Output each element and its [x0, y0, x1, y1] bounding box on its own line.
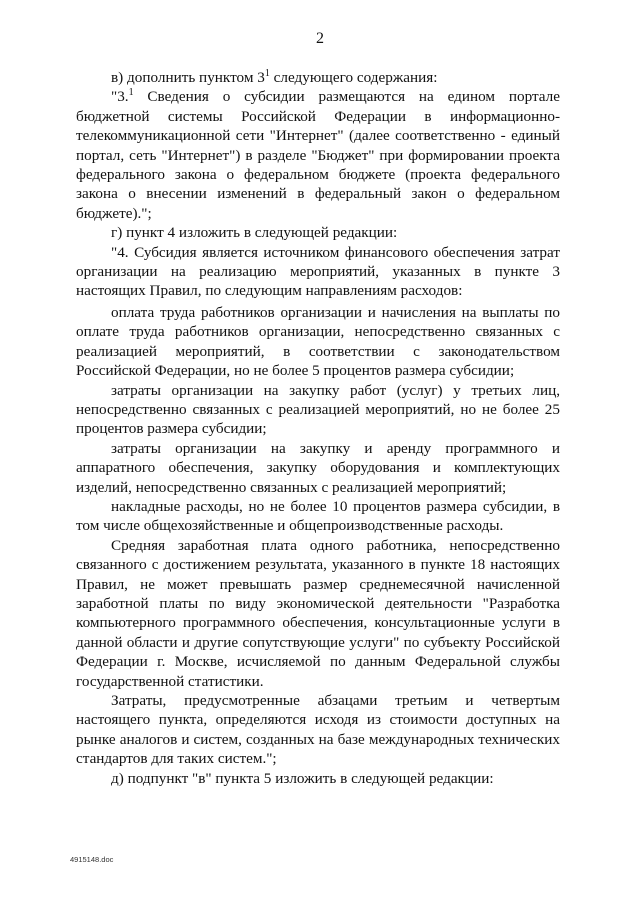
paragraph-4: "4. Субсидия является источником финансового обеспечения затрат организации на реализацию мероприятий, указанных в пункте 3 настоящих Правил, по следующим направлениям расходов:	[76, 243, 560, 300]
page-number: 2	[316, 30, 324, 47]
paragraph-v-superscript: 1	[264, 67, 270, 79]
list-item-overhead: накладные расходы, но не более 10 процентов размера субсидии, в том числе общехозяйственные и общепроизводственные расходы.	[76, 497, 560, 535]
paragraph-average-salary: Средняя заработная плата одного работника, непосредственно связанного с достижением результата, указанного в пункте 18 настоящих Правил, не может превышать размер среднемесячной начисленной заработной платы по виду экономической деятельности "Разработка компьютерного программного обеспечения, консультационные услуги в данной области и другие сопутствующие услуги" по субъекту Российской Федерации г. Москве, исчисляемой по данным Федеральной службы государственной статистики.	[76, 536, 560, 690]
list-item-salary: оплата труда работников организации и начисления на выплаты по оплате труда работников организации, непосредственно связанных с реализацией мероприятий, в соответствии с законодательством Российской Федерации, но не более 5 процентов размера субсидии;	[76, 303, 560, 380]
document-body	[76, 68, 560, 788]
paragraph-3-1	[76, 87, 560, 223]
paragraph-3-1-superscript: 1	[128, 87, 134, 99]
list-item-third-party: затраты организации на закупку работ (услуг) у третьих лиц, непосредственно связанных с реализацией мероприятий, но не более 25 процентов размера субсидии;	[76, 381, 560, 438]
paragraph-3-1-text: Сведения о субсидии размещаются на едином портале бюджетной системы Российской Федерации в информационно-телекоммуникационной сети "Интернет" (далее соответственно - единый портал, сеть "Интернет") в разделе "Бюджет" при формировании проекта федерального закона о федеральном бюджете (проекта федерального закона о внесении изменений в федеральный закон о федеральном бюджете).";	[76, 88, 560, 222]
paragraph-v	[76, 68, 560, 87]
paragraph-v-text: в) дополнить пунктом 3	[111, 69, 265, 86]
paragraph-3-1-number: "3.	[111, 88, 129, 106]
paragraph-g: г) пункт 4 изложить в следующей редакции:	[111, 224, 398, 242]
paragraph-costs: Затраты, предусмотренные абзацами третьим и четвертым настоящего пункта, определяются исходя из стоимости доступных на рынке аналогов и систем, созданных на базе международных технических стандартов для таких систем.";	[76, 692, 560, 768]
paragraph-v-tail: следующего содержания:	[269, 69, 438, 86]
document-id-footer: 4915148.doc	[70, 855, 114, 864]
paragraph-d: д) подпункт "в" пункта 5 изложить в следующей редакции:	[111, 769, 494, 787]
list-item-software-hardware: затраты организации на закупку и аренду программного и аппаратного обеспечения, закупку оборудования и комплектующих изделий, непосредственно связанных с реализацией мероприятий;	[76, 439, 560, 496]
